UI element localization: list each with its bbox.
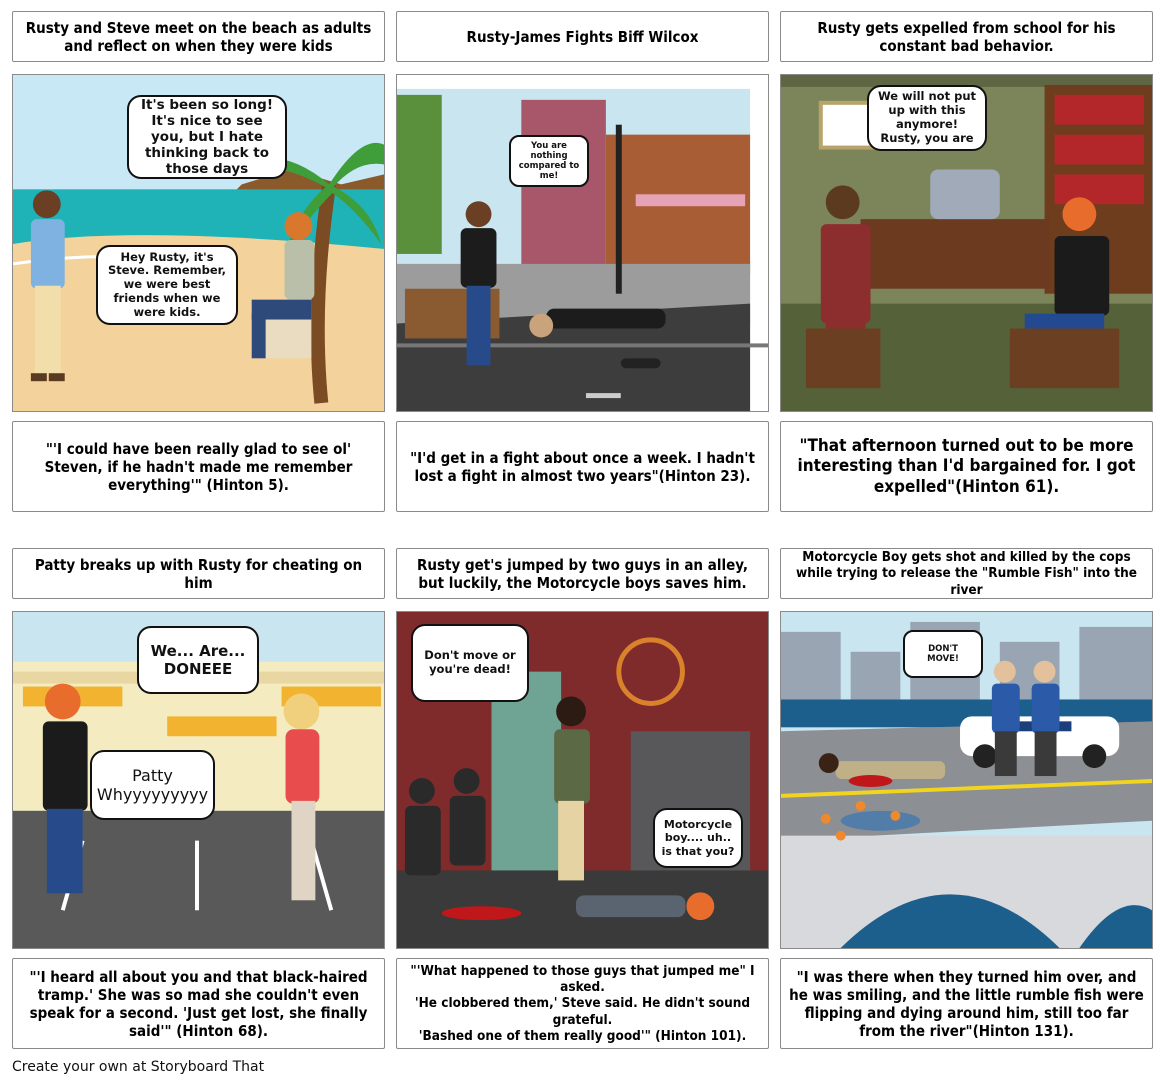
- panel-5-bubble-motorcycle-boy: Don't move or you're dead!: [411, 624, 529, 702]
- panel-2-title: Rusty-James Fights Biff Wilcox: [396, 11, 769, 62]
- panel-6-bubble-cop: DON'T MOVE!: [903, 630, 983, 678]
- panel-6-title: Motorcycle Boy gets shot and killed by the cops while trying to release the "Rumble Fish" into the river: [780, 548, 1153, 599]
- panel-1-scene: [12, 74, 385, 412]
- panel-5-bubble-rusty: Motorcycle boy.... uh.. is that you?: [653, 808, 743, 868]
- panel-6-scene: [780, 611, 1153, 949]
- panel-1-title: Rusty and Steve meet on the beach as adults and reflect on when they were kids: [12, 11, 385, 62]
- panel-3-bubble-principal: We will not put up with this anymore! Rusty, you are: [867, 85, 987, 151]
- panel-5-caption: "'What happened to those guys that jumped me" I asked. 'He clobbered them,' Steve said. He didn't sound grateful. 'Bashed one of them really good'" (Hinton 101).: [396, 958, 769, 1049]
- panel-3-title: Rusty gets expelled from school for his constant bad behavior.: [780, 11, 1153, 62]
- panel-4-bubble-patty: We... Are... DONEEE: [137, 626, 259, 694]
- storyboard-that-footer[interactable]: Create your own at Storyboard That: [12, 1059, 265, 1075]
- panel-2-caption: "I'd get in a fight about once a week. I hadn't lost a fight in almost two years"(Hinton 23).: [396, 421, 769, 512]
- panel-1-bubble-rusty: It's been so long! It's nice to see you, but I hate thinking back to those days: [127, 95, 287, 179]
- street-illustration: [397, 75, 768, 411]
- panel-5-scene: [396, 611, 769, 949]
- panel-2-bubble-rusty: You are nothing compared to me!: [509, 135, 589, 187]
- panel-3-scene: [780, 74, 1153, 412]
- panel-3-caption: "That afternoon turned out to be more interesting than I'd bargained for. I got expelled"(Hinton 61).: [780, 421, 1153, 512]
- panel-2-scene: [396, 74, 769, 412]
- panel-4-caption: "'I heard all about you and that black-haired tramp.' She was so mad she couldn't even speak for a second. 'Just get lost, she finally said'" (Hinton 68).: [12, 958, 385, 1049]
- panel-4-scene: [12, 611, 385, 949]
- panel-4-title: Patty breaks up with Rusty for cheating on him: [12, 548, 385, 599]
- panel-1-caption: "'I could have been really glad to see ol' Steven, if he hadn't made me remember everything'" (Hinton 5).: [12, 421, 385, 512]
- panel-1-bubble-steve: Hey Rusty, it's Steve. Remember, we were best friends when we were kids.: [96, 245, 238, 325]
- panel-6-caption: "I was there when they turned him over, and he was smiling, and the little rumble fish were flipping and dying around him, still too far from the river"(Hinton 131).: [780, 958, 1153, 1049]
- panel-5-title: Rusty get's jumped by two guys in an alley, but luckily, the Motorcycle boys saves him.: [396, 548, 769, 599]
- panel-4-bubble-rusty: Patty Whyyyyyyyyy: [90, 750, 215, 820]
